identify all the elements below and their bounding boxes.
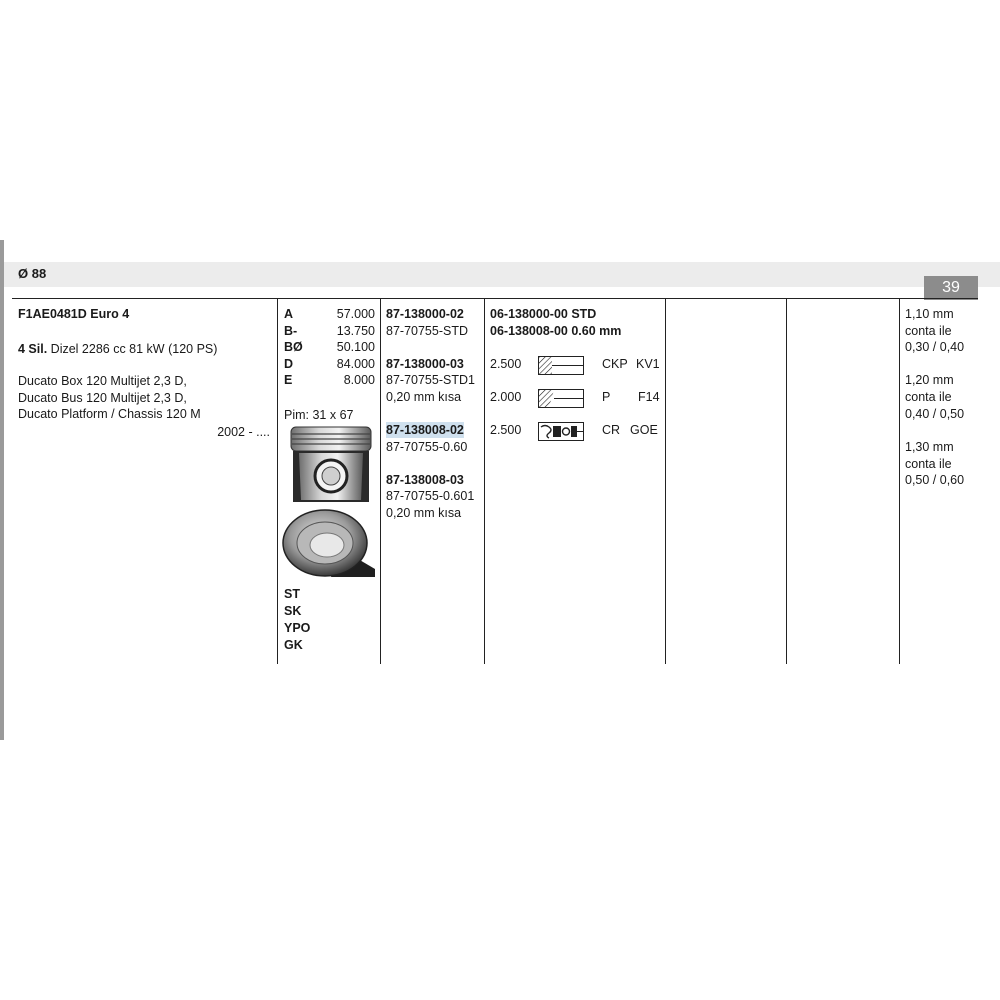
ring-code: GOE: [630, 423, 658, 437]
column-divider: [484, 298, 485, 664]
piston-code: 87-138000-02: [386, 307, 464, 321]
ring-code: F14: [638, 390, 660, 404]
page-number: 39: [924, 276, 978, 300]
ring-width: 2.500: [490, 423, 522, 437]
dim-label: E: [284, 373, 293, 387]
ring-width: 2.500: [490, 357, 522, 371]
piston-side-image: [289, 426, 373, 503]
vehicle-line: Ducato Box 120 Multijet 2,3 D,: [18, 374, 187, 388]
dim-label: BØ: [284, 340, 303, 354]
header-band: [4, 262, 1000, 287]
piston-code: 87-138008-03: [386, 473, 464, 487]
dim-value: 13.750: [336, 324, 375, 338]
piston-ref: 87-70755-STD1: [386, 373, 475, 387]
ring-set: 06-138008-00 0.60 mm: [490, 324, 622, 338]
cylinder-count: 4 Sil.: [18, 342, 48, 356]
gasket-thickness: 1,10 mm: [905, 307, 954, 321]
dim-label: D: [284, 357, 294, 371]
gasket-label: conta ile: [905, 390, 952, 404]
code-item: YPO: [284, 621, 311, 635]
dim-value: 84.000: [336, 357, 375, 371]
ring-code: KV1: [636, 357, 660, 371]
column-divider: [277, 298, 278, 664]
piston-note: 0,20 mm kısa: [386, 506, 462, 520]
piston-code-highlighted: 87-138008-02: [386, 423, 464, 437]
piston-top-image: [281, 509, 375, 577]
piston-ref: 87-70755-0.601: [386, 489, 475, 503]
gasket-range: 0,30 / 0,40: [905, 340, 965, 354]
engine-description: Dizel 2286 cc 81 kW (120 PS): [50, 342, 218, 356]
ring-type: CKP: [602, 357, 628, 371]
code-item: SK: [284, 604, 302, 618]
column-divider: [899, 298, 900, 664]
pin-size: Pim: 31 x 67: [284, 408, 354, 422]
gasket-thickness: 1,20 mm: [905, 373, 954, 387]
ring-set: 06-138000-00 STD: [490, 307, 597, 321]
code-item: GK: [284, 638, 303, 652]
ring-width: 2.000: [490, 390, 522, 404]
cylinder-info: [18, 341, 217, 357]
column-divider: [380, 298, 381, 664]
piston-note: 0,20 mm kısa: [386, 390, 462, 404]
dim-value: 50.100: [336, 340, 375, 354]
ring-type: CR: [602, 423, 621, 437]
left-margin-rule: [0, 240, 4, 740]
bore-diameter: Ø 88: [18, 266, 47, 281]
piston-ref: 87-70755-STD: [386, 324, 468, 338]
piston-ref: 87-70755-0.60: [386, 440, 468, 454]
dim-label: A: [284, 307, 294, 321]
scraper-ring-icon: [538, 389, 584, 408]
vehicle-line: Ducato Bus 120 Multijet 2,3 D,: [18, 391, 187, 405]
production-years: 2002 - ....: [217, 425, 270, 439]
column-divider: [786, 298, 787, 664]
dim-label: B-: [284, 324, 298, 338]
table-top-rule: [12, 298, 978, 299]
engine-code: F1AE0481D Euro 4: [18, 307, 130, 321]
piston-code: 87-138000-03: [386, 357, 464, 371]
gasket-label: conta ile: [905, 324, 952, 338]
dim-value: 57.000: [336, 307, 375, 321]
gasket-thickness: 1,30 mm: [905, 440, 954, 454]
column-divider: [665, 298, 666, 664]
oil-ring-icon: [538, 422, 584, 441]
gasket-range: 0,40 / 0,50: [905, 407, 965, 421]
vehicle-line: Ducato Platform / Chassis 120 M: [18, 407, 201, 421]
code-item: ST: [284, 587, 300, 601]
ring-type: P: [602, 390, 611, 404]
dim-value: 8.000: [343, 373, 375, 387]
compression-ring-icon: [538, 356, 584, 375]
gasket-range: 0,50 / 0,60: [905, 473, 965, 487]
gasket-label: conta ile: [905, 457, 952, 471]
